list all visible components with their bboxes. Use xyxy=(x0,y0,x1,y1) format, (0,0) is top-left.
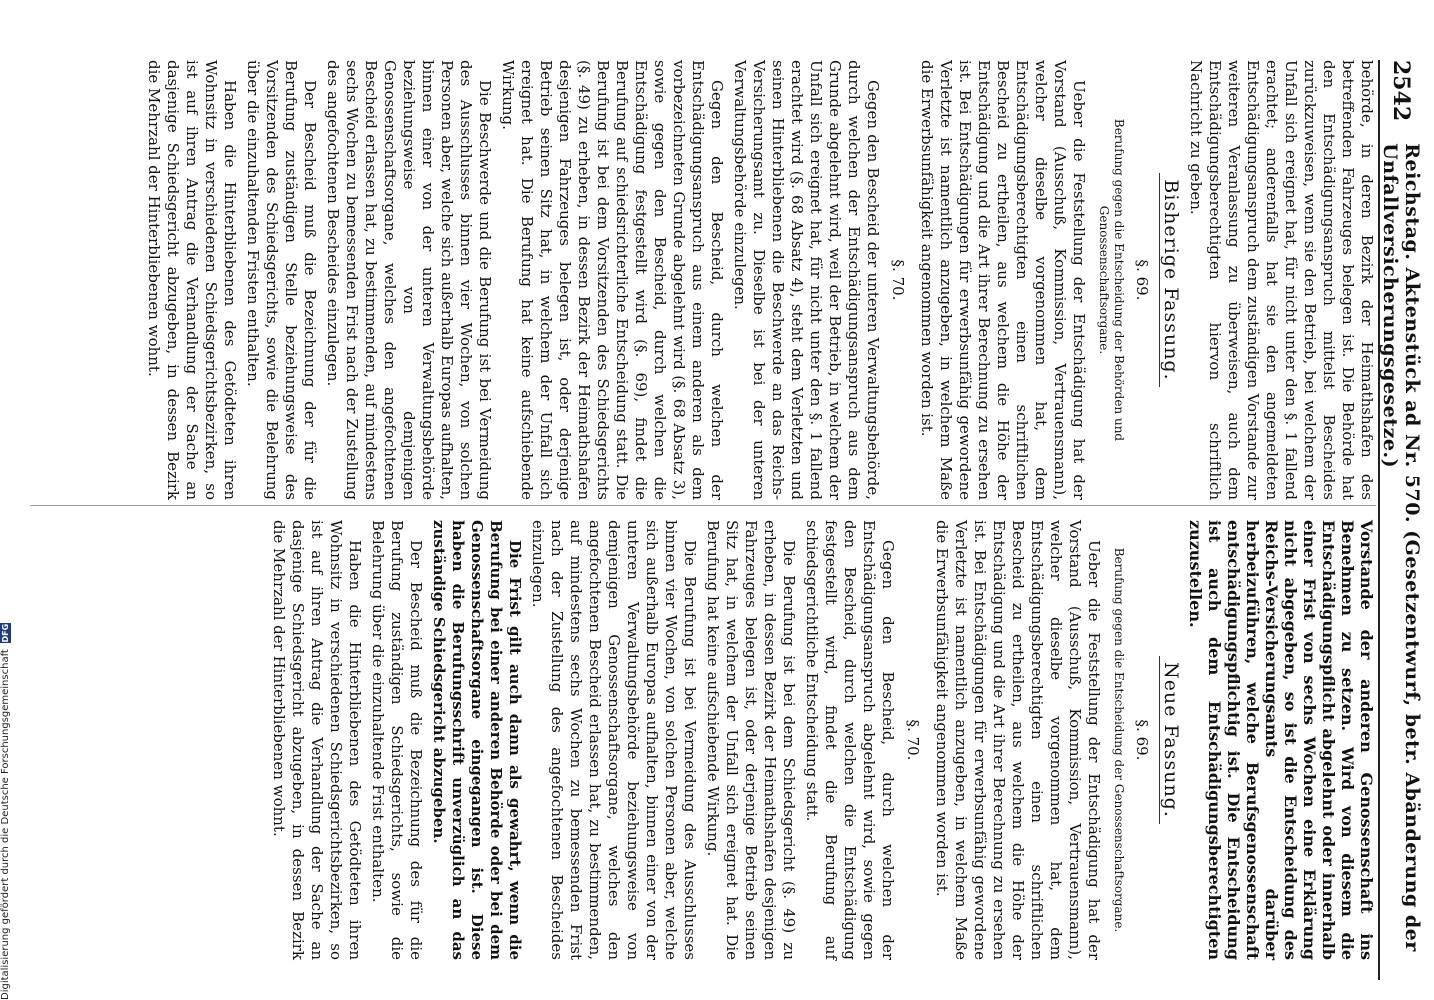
dfg-credit-text: Digitalisierung gefördert durch die Deutsche Forschungsgemeinschaft xyxy=(0,649,11,1000)
left-section-69-text: Ueber die Feststellung der Entschädigung hat der Vorstand (Ausschuß, Kommission, Vertrauensmann), welcher dieselbe vorgenommen hat, dem Entschädigungsberechtigten einen schriftlichen Bescheid zu ertheilen, aus welchem die Höhe der Entschädigung und die Art ihrer Berechnung zu ersehen ist. Bei Entschädigungen für erwerbsunfähig gewordene Verletzte ist namentlich anzugeben, in welchem Maße die Erwerbsunfähigkeit angenommen worden ist. xyxy=(918,60,1088,500)
left-section-70-p2: Gegen den Bescheid, durch welchen der Entschädigungsanspruch aus einem anderen als dem vorbezeichneten Grunde abgelehnt wird (§. 68 Absatz 3), sowie gegen den Bescheid, durch welchen die Entschädigung festgestellt wird (§. 69), findet die Berufung auf schiedsrichterliche Entscheidung statt. Die Berufung ist bei dem Vorsitzenden des Schiedsgerichts (§. 49) zu erheben, in dessen Bezirk der Heimathshafen desjenigen Fahrzeuges belegen ist, oder derjenige Betrieb seinen Sitz hat, in welchem der Unfall sich ereignet hat. Die Berufung hat keine aufschiebende Wirkung. xyxy=(499,60,726,500)
left-intro: behörde, in deren Bezirk der Heimathshafen des betreffenden Fahrzeuges belegen ist. Die Behörde hat den Entschädigungsanspruch mittelst Bescheides zurückzuweisen, wenn sie den Betrieb, bei welchem der Unfall sich ereignet hat, für nicht unter den §. 1 fallend erachtet; anderenfalls hat sie den angemeldeten Entschädigungsanspruch dem zuständigen Vorstande zur weiteren Veranlassung zu überweisen, auch dem Entschädigungsberechtigten hiervon schriftlich Nachricht zu geben. xyxy=(1187,60,1376,500)
right-section-69: §. 69. xyxy=(1133,719,1151,761)
left-section-70: §. 70. xyxy=(889,259,907,301)
column-new-version xyxy=(20,520,1376,960)
right-intro: Vorstande der anderen Genossenschaft ins Benehmen zu setzen. Wird von diesem die Entschädigungspflicht abgelehnt oder innerhalb einer Frist von sechs Wochen eine Erklärung nicht abgegeben, so ist die Entscheidung des Reichs-Versicherungsamts darüber herbeizuführen, welche Berufsgenossenschaft entschädigungspflichtig ist. Die Entscheidung ist auch dem Entschädigungsberechtigten zuzustellen. xyxy=(1186,520,1376,960)
left-section-70-p1: Gegen den Bescheid der unteren Verwaltungsbehörde, durch welchen der Entschädigungsanspruch aus dem Grunde abgelehnt wird, weil der Betrieb, in welchem der Unfall sich ereignet hat, für nicht unter den §. 1 fallend erachtet wird (§. 68 Absatz 4), steht dem Verletzten und seinen Hinterbliebenen die Beschwerde an das Reichs-Versicherungsamt zu. Dieselbe ist bei der unteren Verwaltungsbehörde einzulegen. xyxy=(731,60,882,500)
page-header xyxy=(1378,60,1423,980)
left-section-69: §. 69. xyxy=(1133,259,1151,301)
right-heading: Neue Fassung. xyxy=(1161,520,1180,960)
left-section-70-p3: Die Beschwerde und die Berufung ist bei Vermeidung des Ausschlusses binnen vier Wochen, von solchen Personen aber, welche sich außerhalb Europas aufhalten, binnen einer von der unteren Verwaltungsbehörde beziehungsweise von demjenigen Genossenschaftsorgane, welches den angefochtenen Bescheid erlassen hat, zu bestimmenden, auf mindestens sechs Wochen zu bemessenden Frist nach der Zustellung des angefochtenen Bescheides einzulegen. xyxy=(324,60,494,500)
right-section-70-p1: Gegen den Bescheid, durch welchen der Entschädigungsanspruch abgelehnt wird, sowie gegen den Bescheid, durch welchen die Entschädigung festgestellt wird, findet die Berufung auf schiedsgerichtliche Entscheidung statt. xyxy=(803,520,897,960)
left-heading: Bisherige Fassung. xyxy=(1161,60,1180,500)
dfg-logo: DFG xyxy=(1,623,10,643)
right-section-70-p3: Die Berufung ist bei Vermeidung des Ausschlusses binnen vier Wochen, von solchen Personen aber, welche sich außerhalb Europas aufhalten, binnen einer von der unteren Verwaltungsbehörde beziehungsweise von demjenigen Genossenschaftsorgane, welches den angefochtenen Bescheid erlassen hat, zu bestimmenden, auf mindestens sechs Wochen zu bemessenden Frist nach der Zustellung des angefochtenen Bescheides einzulegen. xyxy=(529,520,699,960)
column-divider xyxy=(30,505,1376,506)
left-section-70-p5: Haben die Hinterbliebenen des Getödteten ihren Wohnsitz in verschiedenen Schiedsgerichtsbezirken, so ist auf ihren Antrag die Verhandlung der Sache an dasjenige Schiedsgericht abzugeben, in dessen Bezirk die Mehrzahl der Hinterbliebenen wohnt. xyxy=(145,60,239,500)
page-title: Reichstag. Aktenstück ad Nr. 570. (Gesetzentwurf, betr. Abänderung der Unfallversicherungsgesetze.) xyxy=(1379,143,1423,952)
dfg-credit xyxy=(0,623,11,1000)
right-section-69-text: Ueber die Feststellung der Entschädigung hat der Vorstand (Ausschuß, Kommission, Vertrauensmann), welcher dieselbe vorgenommen hat, dem Entschädigungsberechtigten einen schriftlichen Bescheid zu ertheilen, aus welchem die Höhe der Entschädigung und die Art ihrer Berechnung zu ersehen ist. Bei Entschädigungen für erwerbsunfähig gewordene Verletzte ist namentlich anzugeben, in welchem Maße die Erwerbsunfähigkeit angenommen worden ist. xyxy=(933,520,1103,960)
right-section-70-p5: Der Bescheid muß die Bezeichnung des für die Berufung zuständigen Schiedsgerichts, sowie die Belehrung über die einzuhaltende Frist enthalten. xyxy=(369,520,425,960)
left-section-69-note: Berufung gegen die Entscheidung der Behörden und Genossenschaftsorgane. xyxy=(1097,118,1126,442)
left-section-70-p4: Der Bescheid muß die Bezeichnung der für die Berufung zuständigen Stelle beziehungsweise des Vorsitzenden des Schiedsgerichts, sowie die Belehrung über die einzuhaltenden Fristen enthalten. xyxy=(244,60,319,500)
right-section-70-p2: Die Berufung ist bei dem Schiedsgericht (§. 49) zu erheben, in dessen Bezirk der Heimathshafen desjenigen Fahrzeuges belegen ist, oder derjenige Betrieb seinen Sitz hat, in welchem der Unfall sich ereignet hat. Die Berufung hat keine aufschiebende Wirkung. xyxy=(704,520,798,960)
column-old-version xyxy=(20,60,1376,500)
page-number: 2542 xyxy=(1388,60,1414,122)
right-section-70-p6: Haben die Hinterbliebenen des Getödteten ihren Wohnsitz in verschiedenen Schiedsgerichtsbezirken, so ist auf ihren Antrag die Verhandlung der Sache an dasjenige Schiedsgericht abzugeben, in dessen Bezirk die Mehrzahl der Hinterbliebenen wohnt. xyxy=(270,520,364,960)
right-section-69-note: Berufung gegen die Entscheidung der Genossenschaftsorgane. xyxy=(1112,547,1126,933)
right-section-70: §. 70. xyxy=(904,719,922,761)
right-section-70-p4: Die Frist gilt auch dann als gewahrt, wenn die Berufung bei einer anderen Behörde oder bei dem Genossenschaftsorgane eingegangen ist. Diese haben die Berufungsschrift unverzüglich an das zuständige Schiedsgericht abzugeben. xyxy=(430,520,524,960)
